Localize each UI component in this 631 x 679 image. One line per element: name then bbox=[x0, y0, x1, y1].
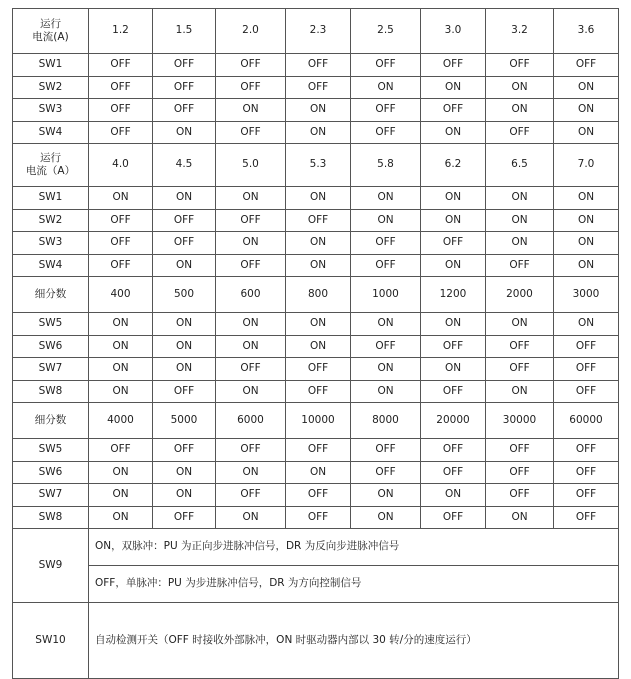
switch-state-cell: OFF bbox=[421, 461, 486, 484]
switch-state-cell: OFF bbox=[351, 461, 421, 484]
switch-state-cell: ON bbox=[351, 506, 421, 529]
header-value-cell: 5000 bbox=[153, 403, 216, 439]
header-value-cell: 4.5 bbox=[153, 144, 216, 187]
header-value-cell: 5.8 bbox=[351, 144, 421, 187]
switch-state-cell: ON bbox=[486, 187, 554, 210]
switch-state-cell: ON bbox=[554, 254, 619, 277]
switch-state-cell: OFF bbox=[554, 54, 619, 77]
switch-state-cell: ON bbox=[153, 121, 216, 144]
switch-state-cell: ON bbox=[153, 461, 216, 484]
switch-label: SW7 bbox=[13, 358, 89, 381]
switch-state-cell: OFF bbox=[216, 54, 286, 77]
header-value-cell: 4000 bbox=[89, 403, 153, 439]
header-value-cell: 600 bbox=[216, 277, 286, 313]
table-row bbox=[13, 187, 619, 210]
switch-state-cell: ON bbox=[351, 380, 421, 403]
switch-state-cell: OFF bbox=[486, 439, 554, 462]
table-row bbox=[13, 335, 619, 358]
switch-state-cell: ON bbox=[421, 187, 486, 210]
section-header-label: 细分数 bbox=[13, 403, 89, 439]
switch-state-cell: ON bbox=[153, 187, 216, 210]
switch-state-cell: OFF bbox=[554, 506, 619, 529]
switch-state-cell: OFF bbox=[554, 335, 619, 358]
switch-label: SW6 bbox=[13, 335, 89, 358]
switch-state-cell: OFF bbox=[486, 335, 554, 358]
switch-label: SW4 bbox=[13, 254, 89, 277]
switch-state-cell: OFF bbox=[89, 439, 153, 462]
switch-state-cell: ON bbox=[486, 76, 554, 99]
switch-state-cell: OFF bbox=[351, 54, 421, 77]
table-row bbox=[13, 461, 619, 484]
switch-state-cell: OFF bbox=[89, 254, 153, 277]
switch-label: SW4 bbox=[13, 121, 89, 144]
switch-state-cell: ON bbox=[421, 484, 486, 507]
switch-state-cell: ON bbox=[286, 121, 351, 144]
switch-state-cell: ON bbox=[89, 484, 153, 507]
switch-state-cell: OFF bbox=[153, 209, 216, 232]
sw9-on-description: ON，双脉冲：PU 为正向步进脉冲信号，DR 为反向步进脉冲信号 bbox=[89, 529, 619, 566]
switch-state-cell: OFF bbox=[486, 484, 554, 507]
switch-state-cell: OFF bbox=[286, 209, 351, 232]
switch-state-cell: OFF bbox=[554, 461, 619, 484]
switch-state-cell: ON bbox=[554, 187, 619, 210]
switch-state-cell: OFF bbox=[153, 506, 216, 529]
switch-label: SW1 bbox=[13, 54, 89, 77]
header-value-cell: 500 bbox=[153, 277, 216, 313]
switch-state-cell: ON bbox=[216, 335, 286, 358]
switch-state-cell: ON bbox=[421, 76, 486, 99]
switch-label: SW3 bbox=[13, 232, 89, 255]
switch-state-cell: ON bbox=[286, 232, 351, 255]
sw9-off-description: OFF，单脉冲：PU 为步进脉冲信号，DR 为方向控制信号 bbox=[89, 566, 619, 603]
header-value-cell: 3.2 bbox=[486, 9, 554, 54]
switch-state-cell: OFF bbox=[486, 121, 554, 144]
switch-state-cell: ON bbox=[286, 461, 351, 484]
switch-state-cell: OFF bbox=[286, 380, 351, 403]
switch-state-cell: ON bbox=[351, 187, 421, 210]
switch-state-cell: ON bbox=[554, 232, 619, 255]
section-header-label bbox=[13, 144, 89, 187]
switch-state-cell: ON bbox=[216, 232, 286, 255]
header-value-cell: 5.0 bbox=[216, 144, 286, 187]
switch-state-cell: ON bbox=[351, 484, 421, 507]
table-row bbox=[13, 380, 619, 403]
switch-state-cell: OFF bbox=[486, 54, 554, 77]
switch-state-cell: OFF bbox=[89, 121, 153, 144]
switch-state-cell: ON bbox=[486, 313, 554, 336]
switch-state-cell: OFF bbox=[286, 506, 351, 529]
switch-state-cell: ON bbox=[554, 121, 619, 144]
switch-state-cell: ON bbox=[554, 313, 619, 336]
table-row bbox=[13, 121, 619, 144]
switch-state-cell: OFF bbox=[351, 254, 421, 277]
switch-state-cell: OFF bbox=[153, 99, 216, 122]
header-value-cell: 60000 bbox=[554, 403, 619, 439]
switch-state-cell: OFF bbox=[421, 506, 486, 529]
switch-state-cell: ON bbox=[89, 506, 153, 529]
header-value-cell: 400 bbox=[89, 277, 153, 313]
section-header-label: 细分数 bbox=[13, 277, 89, 313]
switch-state-cell: OFF bbox=[89, 76, 153, 99]
switch-state-cell: ON bbox=[286, 187, 351, 210]
switch-state-cell: ON bbox=[286, 335, 351, 358]
switch-state-cell: ON bbox=[89, 187, 153, 210]
switch-state-cell: OFF bbox=[351, 439, 421, 462]
table-row bbox=[13, 209, 619, 232]
switch-state-cell: OFF bbox=[216, 209, 286, 232]
header-value-cell: 5.3 bbox=[286, 144, 351, 187]
switch-state-cell: ON bbox=[421, 254, 486, 277]
header-value-cell: 30000 bbox=[486, 403, 554, 439]
switch-state-cell: OFF bbox=[351, 232, 421, 255]
switch-state-cell: OFF bbox=[153, 380, 216, 403]
table-row bbox=[13, 439, 619, 462]
switch-label: SW2 bbox=[13, 76, 89, 99]
table-row bbox=[13, 99, 619, 122]
header-value-cell: 2000 bbox=[486, 277, 554, 313]
switch-state-cell: ON bbox=[486, 232, 554, 255]
switch-state-cell: ON bbox=[486, 209, 554, 232]
header-value-cell: 4.0 bbox=[89, 144, 153, 187]
switch-label: SW5 bbox=[13, 313, 89, 336]
switch-state-cell: OFF bbox=[486, 358, 554, 381]
switch-state-cell: OFF bbox=[286, 439, 351, 462]
switch-state-cell: OFF bbox=[554, 380, 619, 403]
switch-state-cell: ON bbox=[89, 335, 153, 358]
switch-state-cell: OFF bbox=[421, 99, 486, 122]
switch-state-cell: ON bbox=[286, 254, 351, 277]
section-header-row bbox=[13, 277, 619, 313]
header-value-cell: 2.5 bbox=[351, 9, 421, 54]
switch-state-cell: ON bbox=[216, 187, 286, 210]
switch-state-cell: OFF bbox=[89, 209, 153, 232]
header-value-cell: 6.5 bbox=[486, 144, 554, 187]
switch-state-cell: ON bbox=[216, 99, 286, 122]
switch-state-cell: ON bbox=[486, 506, 554, 529]
header-value-cell: 800 bbox=[286, 277, 351, 313]
header-value-cell: 3.6 bbox=[554, 9, 619, 54]
switch-state-cell: ON bbox=[486, 380, 554, 403]
switch-state-cell: ON bbox=[421, 121, 486, 144]
table-row bbox=[13, 232, 619, 255]
dip-switch-table bbox=[12, 8, 619, 679]
switch-state-cell: OFF bbox=[351, 99, 421, 122]
switch-state-cell: ON bbox=[89, 313, 153, 336]
header-value-cell: 10000 bbox=[286, 403, 351, 439]
header-value-cell: 6.2 bbox=[421, 144, 486, 187]
switch-state-cell: ON bbox=[153, 358, 216, 381]
switch-state-cell: ON bbox=[554, 209, 619, 232]
header-value-cell: 6000 bbox=[216, 403, 286, 439]
section-header-row bbox=[13, 9, 619, 54]
switch-state-cell: ON bbox=[153, 313, 216, 336]
switch-state-cell: OFF bbox=[216, 484, 286, 507]
switch-state-cell: ON bbox=[153, 335, 216, 358]
switch-state-cell: OFF bbox=[421, 232, 486, 255]
header-value-cell: 1.2 bbox=[89, 9, 153, 54]
header-value-cell: 20000 bbox=[421, 403, 486, 439]
switch-state-cell: ON bbox=[351, 313, 421, 336]
switch-state-cell: OFF bbox=[421, 335, 486, 358]
switch-state-cell: OFF bbox=[153, 54, 216, 77]
switch-label: SW2 bbox=[13, 209, 89, 232]
switch-label: SW8 bbox=[13, 380, 89, 403]
switch-state-cell: OFF bbox=[421, 439, 486, 462]
header-value-cell: 7.0 bbox=[554, 144, 619, 187]
switch-state-cell: ON bbox=[351, 358, 421, 381]
switch-state-cell: OFF bbox=[153, 439, 216, 462]
header-label-line1: 运行 bbox=[40, 17, 61, 30]
switch-state-cell: ON bbox=[89, 358, 153, 381]
switch-state-cell: OFF bbox=[216, 121, 286, 144]
header-value-cell: 1.5 bbox=[153, 9, 216, 54]
section-header-row bbox=[13, 403, 619, 439]
switch-state-cell: ON bbox=[286, 313, 351, 336]
switch-label: SW6 bbox=[13, 461, 89, 484]
header-value-cell: 8000 bbox=[351, 403, 421, 439]
switch-state-cell: ON bbox=[89, 461, 153, 484]
table-row bbox=[13, 54, 619, 77]
switch-state-cell: OFF bbox=[216, 76, 286, 99]
switch-state-cell: ON bbox=[216, 380, 286, 403]
sw10-row bbox=[13, 603, 619, 679]
switch-state-cell: OFF bbox=[421, 380, 486, 403]
switch-state-cell: OFF bbox=[421, 54, 486, 77]
header-value-cell: 3.0 bbox=[421, 9, 486, 54]
switch-state-cell: ON bbox=[554, 76, 619, 99]
switch-state-cell: ON bbox=[216, 313, 286, 336]
switch-label: SW3 bbox=[13, 99, 89, 122]
header-label-line2: 电流(A) bbox=[32, 31, 69, 43]
header-value-cell: 1000 bbox=[351, 277, 421, 313]
sw9-label: SW9 bbox=[13, 529, 89, 603]
sw9-row-on bbox=[13, 529, 619, 566]
switch-state-cell: OFF bbox=[89, 54, 153, 77]
switch-state-cell: OFF bbox=[153, 232, 216, 255]
header-label-line1: 运行 bbox=[40, 151, 61, 164]
table-row bbox=[13, 76, 619, 99]
switch-state-cell: OFF bbox=[89, 232, 153, 255]
sw10-description: 自动检测开关（OFF 时接收外部脉冲，ON 时驱动器内部以 30 转/分的速度运行） bbox=[89, 603, 619, 679]
switch-label: SW8 bbox=[13, 506, 89, 529]
table-row bbox=[13, 506, 619, 529]
switch-label: SW5 bbox=[13, 439, 89, 462]
switch-state-cell: ON bbox=[286, 99, 351, 122]
table-row bbox=[13, 313, 619, 336]
switch-state-cell: OFF bbox=[153, 76, 216, 99]
switch-label: SW1 bbox=[13, 187, 89, 210]
switch-state-cell: ON bbox=[421, 313, 486, 336]
header-value-cell: 1200 bbox=[421, 277, 486, 313]
table-row bbox=[13, 484, 619, 507]
switch-state-cell: ON bbox=[216, 506, 286, 529]
section-header-row bbox=[13, 144, 619, 187]
switch-state-cell: OFF bbox=[216, 439, 286, 462]
switch-state-cell: ON bbox=[486, 99, 554, 122]
switch-state-cell: OFF bbox=[286, 358, 351, 381]
switch-state-cell: OFF bbox=[216, 358, 286, 381]
switch-state-cell: OFF bbox=[554, 484, 619, 507]
switch-state-cell: OFF bbox=[351, 335, 421, 358]
switch-state-cell: ON bbox=[421, 209, 486, 232]
header-value-cell: 2.3 bbox=[286, 9, 351, 54]
switch-state-cell: ON bbox=[216, 461, 286, 484]
switch-state-cell: OFF bbox=[554, 439, 619, 462]
switch-state-cell: ON bbox=[153, 484, 216, 507]
switch-state-cell: ON bbox=[153, 254, 216, 277]
switch-label: SW7 bbox=[13, 484, 89, 507]
switch-state-cell: OFF bbox=[554, 358, 619, 381]
header-label-line2: 电流（A） bbox=[25, 165, 76, 177]
table-row bbox=[13, 358, 619, 381]
switch-state-cell: OFF bbox=[286, 76, 351, 99]
section-header-label bbox=[13, 9, 89, 54]
header-value-cell: 2.0 bbox=[216, 9, 286, 54]
switch-state-cell: ON bbox=[89, 380, 153, 403]
header-value-cell: 3000 bbox=[554, 277, 619, 313]
switch-state-cell: ON bbox=[421, 358, 486, 381]
switch-state-cell: ON bbox=[351, 76, 421, 99]
table-row bbox=[13, 254, 619, 277]
switch-state-cell: OFF bbox=[216, 254, 286, 277]
switch-state-cell: OFF bbox=[486, 254, 554, 277]
switch-state-cell: ON bbox=[351, 209, 421, 232]
sw9-row-off bbox=[13, 566, 619, 603]
switch-state-cell: OFF bbox=[286, 54, 351, 77]
sw10-label: SW10 bbox=[13, 603, 89, 679]
switch-state-cell: OFF bbox=[89, 99, 153, 122]
switch-state-cell: OFF bbox=[486, 461, 554, 484]
switch-state-cell: OFF bbox=[286, 484, 351, 507]
switch-state-cell: ON bbox=[554, 99, 619, 122]
switch-state-cell: OFF bbox=[351, 121, 421, 144]
